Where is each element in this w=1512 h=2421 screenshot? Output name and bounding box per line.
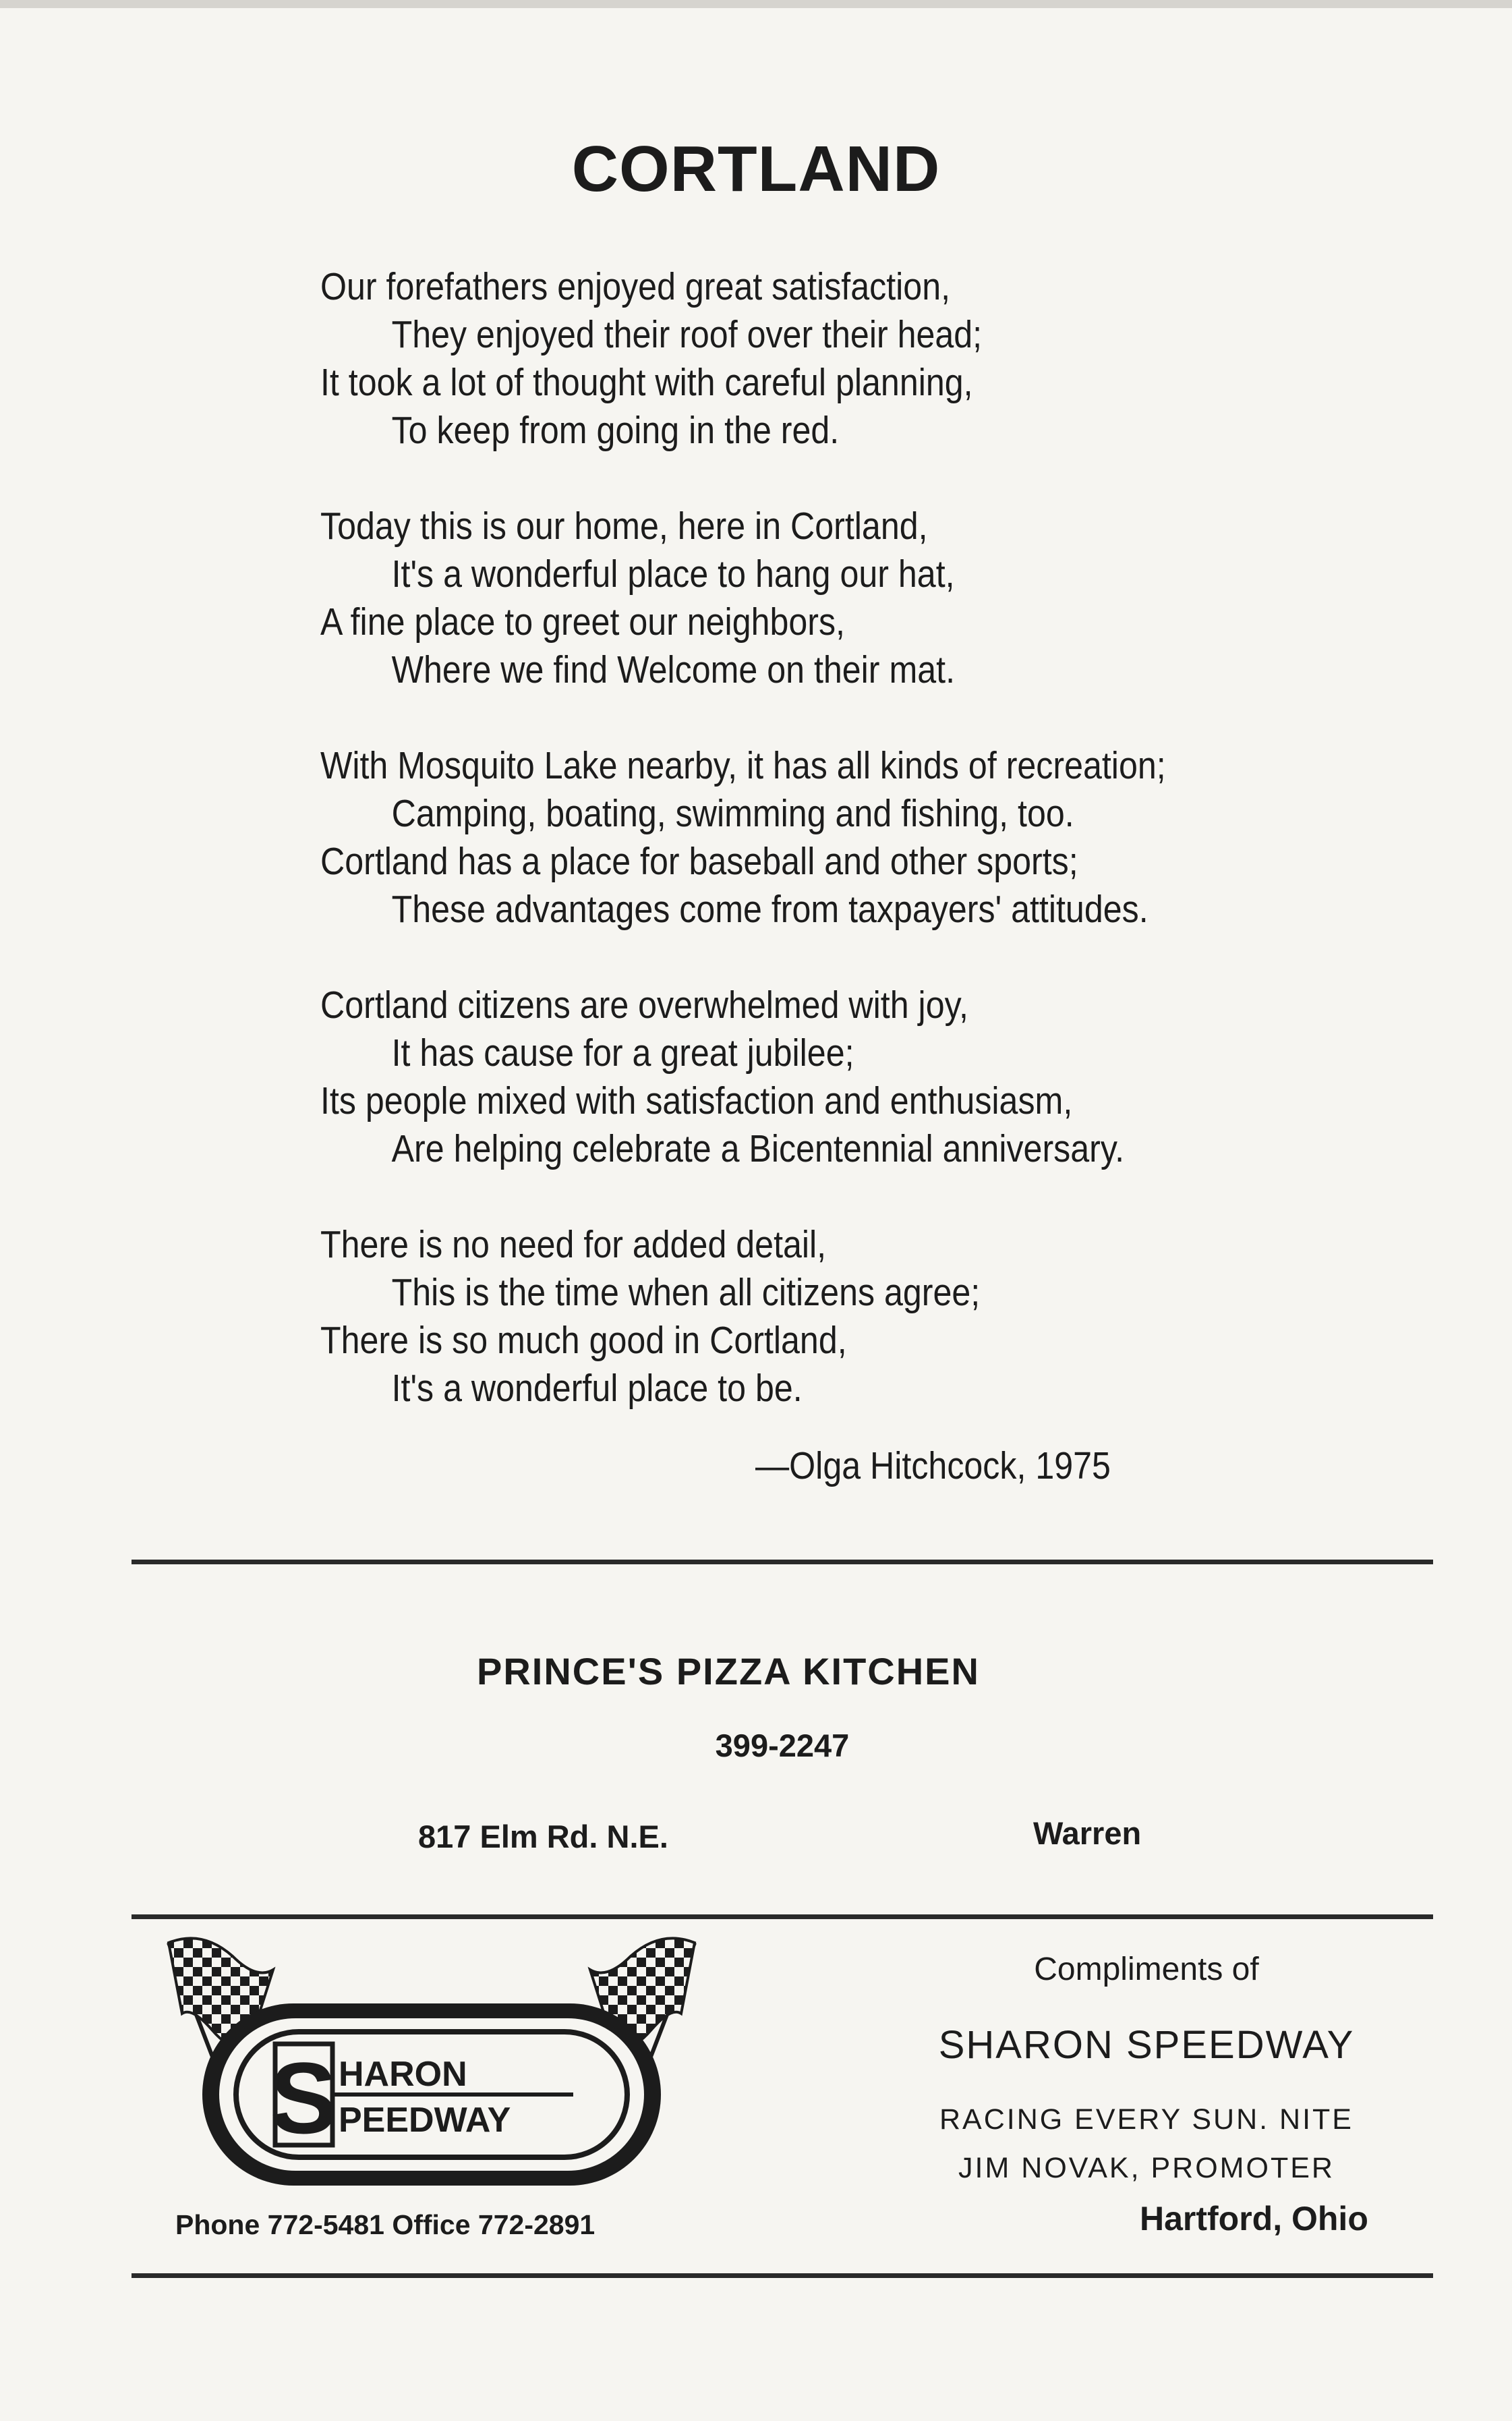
logo-line2: PEEDWAY	[339, 2101, 511, 2140]
speedway-compliments: Compliments of	[1034, 1952, 1259, 1987]
divider-middle	[132, 1914, 1433, 1919]
pizza-ad-city: Warren	[1033, 1815, 1142, 1851]
poem-line: A fine place to greet our neighbors,	[320, 600, 846, 644]
poem	[320, 263, 1211, 1460]
poem-line: To keep from going in the red.	[391, 409, 840, 452]
poem-line: Where we find Welcome on their mat.	[391, 648, 956, 691]
poem-line: Its people mixed with satisfaction and enthusiasm,	[320, 1079, 1073, 1122]
poem-stanza	[320, 742, 1211, 934]
page-top-edge	[0, 0, 1512, 8]
speedway-promoter: JIM NOVAK, PROMOTER	[958, 2152, 1335, 2184]
logo-line1: HARON	[339, 2055, 467, 2094]
speedway-name: SHARON SPEEDWAY	[938, 2023, 1355, 2067]
poem-line: Are helping celebrate a Bicentennial anniversary.	[391, 1127, 1125, 1170]
speedway-phone-numbers: Phone 772-5481 Office 772-2891	[175, 2209, 595, 2240]
poem-line: It's a wonderful place to hang our hat,	[391, 552, 955, 596]
poem-stanza	[320, 503, 1211, 694]
poem-stanza	[320, 1221, 1211, 1413]
poem-line: It has cause for a great jubilee;	[391, 1031, 854, 1075]
poem-line: Cortland has a place for baseball and other sports;	[320, 840, 1078, 883]
poem-line: It took a lot of thought with careful planning,	[320, 361, 973, 404]
poem-line: This is the time when all citizens agree;	[391, 1271, 981, 1314]
poem-line: Today this is our home, here in Cortland,	[320, 505, 928, 548]
poem-line: Our forefathers enjoyed great satisfaction,	[320, 265, 951, 308]
sharon-speedway-logo	[155, 1929, 708, 2199]
poem-line: It's a wonderful place to be.	[391, 1367, 803, 1410]
poem-stanza	[320, 263, 1211, 455]
divider-top	[132, 1560, 1433, 1564]
poem-line: They enjoyed their roof over their head;	[391, 313, 983, 356]
page-title: CORTLAND	[571, 133, 941, 205]
poem-line: With Mosquito Lake nearby, it has all kinds of recreation;	[320, 744, 1166, 787]
divider-bottom	[132, 2273, 1433, 2278]
poem-attribution: —Olga Hitchcock, 1975	[755, 1444, 1111, 1487]
pizza-ad-address: 817 Elm Rd. N.E.	[418, 1819, 668, 1854]
poem-line: There is no need for added detail,	[320, 1223, 827, 1266]
logo-initial: S	[269, 2041, 338, 2155]
speedway-racing: RACING EVERY SUN. NITE	[939, 2103, 1354, 2136]
poem-line: There is so much good in Cortland,	[320, 1319, 847, 1362]
poem-line: These advantages come from taxpayers' attitudes.	[391, 888, 1148, 931]
poem-line: Camping, boating, swimming and fishing, too.	[391, 792, 1074, 835]
poem-line: Cortland citizens are overwhelmed with joy,	[320, 984, 968, 1027]
pizza-ad-phone: 399-2247	[715, 1728, 850, 1763]
poem-stanza	[320, 981, 1211, 1173]
speedway-location: Hartford, Ohio	[1140, 2200, 1368, 2238]
pizza-ad-name: PRINCE'S PIZZA KITCHEN	[477, 1650, 980, 1692]
